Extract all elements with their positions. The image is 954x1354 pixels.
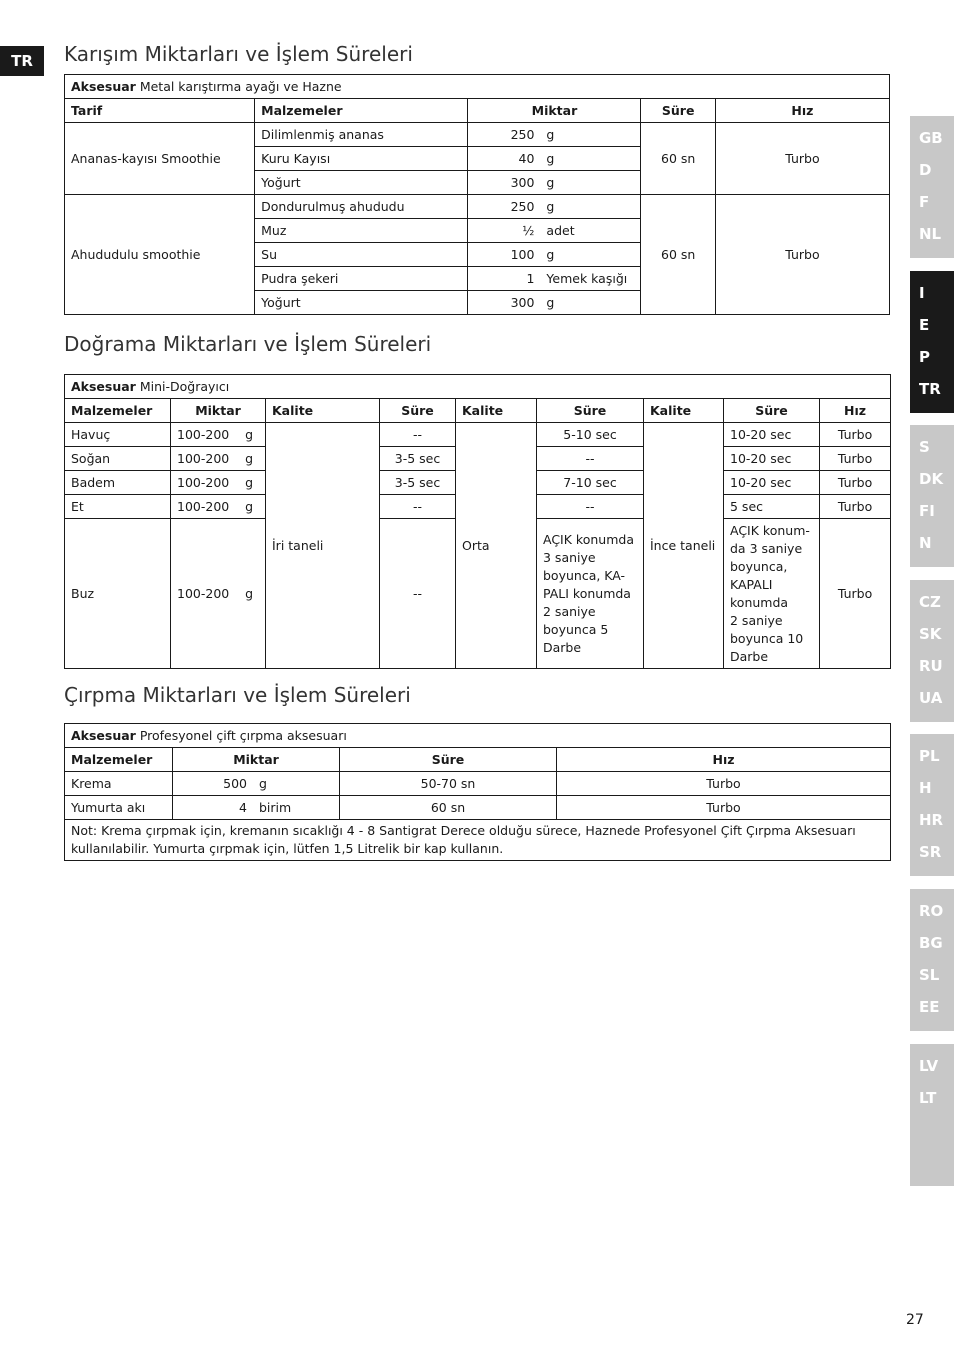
speed: Turbo [820,519,891,669]
chop-section-title: Doğrama Miktarları ve İşlem Süreleri [64,332,432,356]
amount: 1 Yemek kaşığı [468,267,641,291]
ingredient: Kuru Kayısı [255,147,468,171]
table-row [65,772,891,796]
language-group-3 [910,425,954,567]
lang-hr[interactable]: HR [919,811,944,829]
recipe-time: 60 sn [641,195,715,315]
header-amount: Miktar [173,748,340,772]
lang-cz[interactable]: CZ [919,593,941,611]
header-quality: Kalite [266,399,380,423]
ingredient: Pudra şekeri [255,267,468,291]
header-time: Süre [340,748,557,772]
header-speed: Hız [820,399,891,423]
ingredient: Krema [65,772,173,796]
lang-ee[interactable]: EE [919,998,940,1016]
time-medium: -- [537,447,644,471]
lang-fi[interactable]: FI [919,502,935,520]
ingredient: Soğan [65,447,171,471]
accessory-label: Aksesuar [71,727,136,743]
time-coarse: -- [380,519,456,669]
mix-accessory-row [65,75,890,99]
language-group-1 [910,116,954,258]
language-group-5 [910,734,954,876]
speed: Turbo [820,495,891,519]
recipe-name: Ahududulu smoothie [65,195,255,315]
accessory-value: Metal karıştırma ayağı ve Hazne [139,78,342,94]
whisk-table [64,723,891,861]
lang-bg[interactable]: BG [919,934,943,952]
time-coarse: 3-5 sec [380,471,456,495]
lang-lt[interactable]: LT [919,1089,937,1107]
ingredient: Havuç [65,423,171,447]
amount: 250 g [468,195,641,219]
speed: Turbo [820,471,891,495]
lang-ru[interactable]: RU [919,657,943,675]
amount: 100-200 g [171,471,266,495]
amount: 100-200 g [171,447,266,471]
speed: Turbo [820,447,891,471]
table-row [65,123,890,147]
quality-fine: İnce taneli [644,423,724,669]
lang-sr[interactable]: SR [919,843,942,861]
ingredient: Badem [65,471,171,495]
chop-table [64,374,891,669]
amount: 4 birim [173,796,340,820]
lang-s[interactable]: S [919,438,930,456]
recipe-speed: Turbo [715,123,889,195]
header-amount: Miktar [171,399,266,423]
amount: 100-200 g [171,423,266,447]
ingredient: Et [65,495,171,519]
amount: 40 g [468,147,641,171]
amount: 100-200 g [171,519,266,669]
amount: 500 g [173,772,340,796]
language-group-6 [910,889,954,1031]
whisk-accessory-row [65,724,891,748]
time: 50-70 sn [340,772,557,796]
ingredient: Dilimlenmiş ananas [255,123,468,147]
quality-medium: Orta [456,423,537,669]
accessory-value: Profesyonel çift çırpma aksesuarı [139,727,347,743]
header-ingredients: Malzemeler [65,748,173,772]
ingredient: Yumurta akı [65,796,173,820]
header-ingredients: Malzemeler [255,99,468,123]
lang-f[interactable]: F [919,193,930,211]
ingredient: Buz [65,519,171,669]
language-group-4 [910,580,954,722]
header-speed: Hız [715,99,889,123]
accessory-label: Aksesuar [71,78,136,94]
amount: ½ adet [468,219,641,243]
recipe-speed: Turbo [715,195,889,315]
speed: Turbo [820,423,891,447]
lang-sl[interactable]: SL [919,966,940,984]
time: 60 sn [340,796,557,820]
recipe-name: Ananas-kayısı Smoothie [65,123,255,195]
header-quality: Kalite [644,399,724,423]
recipe-time: 60 sn [641,123,715,195]
ingredient: Yoğurt [255,171,468,195]
header-time: Süre [641,99,715,123]
mix-section-title: Karışım Miktarları ve İşlem Süreleri [64,42,413,66]
language-group-2-active [910,271,954,413]
amount: 300 g [468,171,641,195]
header-ingredients: Malzemeler [65,399,171,423]
amount: 100 g [468,243,641,267]
time-coarse: -- [380,495,456,519]
lang-n[interactable]: N [919,534,932,552]
table-row [65,423,891,447]
time-medium: -- [537,495,644,519]
amount: 100-200 g [171,495,266,519]
speed: Turbo [557,796,891,820]
header-speed: Hız [557,748,891,772]
lang-p[interactable]: P [919,348,930,366]
ingredient: Yoğurt [255,291,468,315]
header-amount: Miktar [468,99,641,123]
lang-h[interactable]: H [919,779,932,797]
lang-ua[interactable]: UA [919,689,943,707]
lang-i[interactable]: I [919,284,925,302]
whisk-section-title: Çırpma Miktarları ve İşlem Süreleri [64,683,411,707]
lang-e[interactable]: E [919,316,930,334]
header-time: Süre [537,399,644,423]
header-time: Süre [380,399,456,423]
time-medium: AÇIK konumda 3 saniye boyunca, KA- PALI konumda 2 saniye boyunca 5 Darbe [537,519,644,669]
ingredient: Muz [255,219,468,243]
speed: Turbo [557,772,891,796]
header-recipe: Tarif [65,99,255,123]
lang-d[interactable]: D [919,161,932,179]
language-tag: TR [0,46,44,76]
mix-table [64,74,890,315]
chop-accessory-row [65,375,891,399]
lang-lv[interactable]: LV [919,1057,939,1075]
time-medium: 5-10 sec [537,423,644,447]
time-coarse: 3-5 sec [380,447,456,471]
lang-ro[interactable]: RO [919,902,944,920]
ingredient: Su [255,243,468,267]
lang-nl[interactable]: NL [919,225,942,243]
time-fine: AÇIK konum- da 3 saniye boyunca, KAPALI konumda 2 saniye boyunca 10 Darbe [724,519,820,669]
page-number: 27 [906,1312,924,1328]
table-row [65,796,891,820]
lang-sk[interactable]: SK [919,625,942,643]
lang-tr[interactable]: TR [919,380,941,398]
accessory-value: Mini-Doğrayıcı [139,378,230,394]
time-fine: 5 sec [724,495,820,519]
header-time: Süre [724,399,820,423]
accessory-label: Aksesuar [71,378,136,394]
amount: 250 g [468,123,641,147]
lang-dk[interactable]: DK [919,470,944,488]
quality-coarse: İri taneli [266,423,380,669]
time-coarse: -- [380,423,456,447]
amount: 300 g [468,291,641,315]
language-group-7 [910,1044,954,1186]
whisk-note: Not: Krema çırpmak için, kremanın sıcaklığı 4 - 8 Santigrat Derece olduğu sürece, Haznede Profesyonel Çift Çırpma Aksesuarı kullanılabilir. Yumurta çırpmak için, lütfen 1,5 Litrelik bir kap kullanın. [65,820,891,861]
lang-gb[interactable]: GB [919,129,943,147]
ingredient: Dondurulmuş ahududu [255,195,468,219]
table-row [65,195,890,219]
header-quality: Kalite [456,399,537,423]
time-fine: 10-20 sec [724,471,820,495]
lang-pl[interactable]: PL [919,747,940,765]
time-medium: 7-10 sec [537,471,644,495]
time-fine: 10-20 sec [724,447,820,471]
time-fine: 10-20 sec [724,423,820,447]
